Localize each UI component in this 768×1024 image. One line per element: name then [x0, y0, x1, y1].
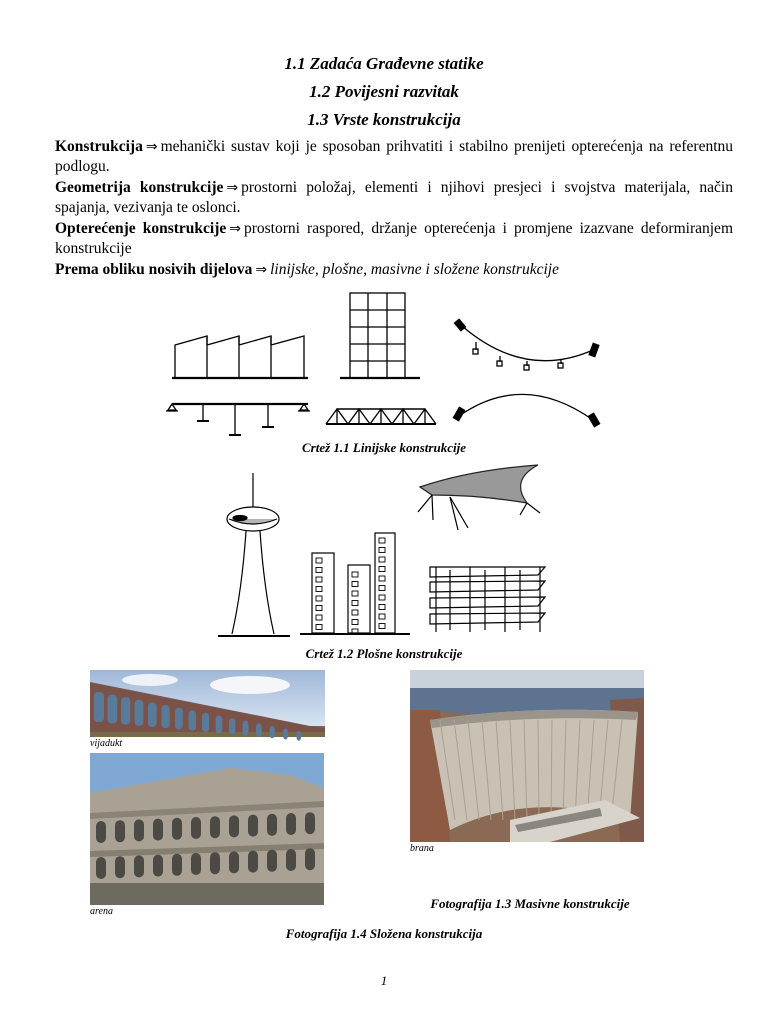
definition-opterecenje: prostorni raspored, držanje opterećenja i promjene izazvane deformiranjem konstrukcije: [55, 220, 733, 257]
paragraph-oblik: [55, 260, 733, 280]
label-dam: brana: [410, 843, 434, 854]
term-opterecenje: Opterećenje konstrukcije: [55, 220, 227, 237]
caption-photo-1-3: Fotografija 1.3 Masivne konstrukcije: [430, 896, 630, 911]
arrow-icon: ⇒: [255, 262, 268, 278]
photo-arena: [90, 753, 324, 905]
photo-viaduct: [90, 670, 325, 737]
page-number: 1: [380, 973, 388, 988]
photo-dam: [410, 670, 644, 842]
arrow-icon: ⇒: [226, 180, 239, 196]
paragraph-geometrija: [55, 178, 733, 218]
term-oblik: Prema obliku nosivih dijelova: [55, 261, 253, 278]
label-arena: arena: [90, 906, 113, 917]
heading-1-3: 1.3 Vrste konstrukcija: [307, 110, 461, 129]
definition-oblik: linijske, plošne, masivne i složene konstrukcije: [270, 261, 559, 278]
arrow-icon: ⇒: [229, 221, 241, 237]
label-viaduct: vijadukt: [90, 738, 123, 749]
definition-konstrukcija: mehanički sustav koji je sposoban prihvatiti i stabilno prenijeti opterećenja na referentnu podlogu.: [55, 138, 733, 175]
term-konstrukcija: Konstrukcija: [55, 138, 143, 155]
paragraph-opterecenje: [55, 219, 733, 259]
paragraph-konstrukcija: [55, 137, 733, 177]
heading-1-1: 1.1 Zadaća Građevne statike: [284, 54, 484, 73]
caption-figure-1-1: Crtež 1.1 Linijske konstrukcije: [302, 440, 466, 455]
caption-photo-1-4: Fotografija 1.4 Složena konstrukcija: [285, 926, 483, 941]
arrow-icon: ⇒: [145, 139, 158, 155]
term-geometrija: Geometrija konstrukcije: [55, 179, 224, 196]
definition-geometrija: prostorni položaj, elementi i njihovi presjeci i svojstva materijala, način spajanja, vezivanja te oslonci.: [55, 179, 733, 216]
caption-figure-1-2: Crtež 1.2 Plošne konstrukcije: [305, 646, 463, 661]
heading-1-2: 1.2 Povijesni razvitak: [309, 82, 459, 101]
